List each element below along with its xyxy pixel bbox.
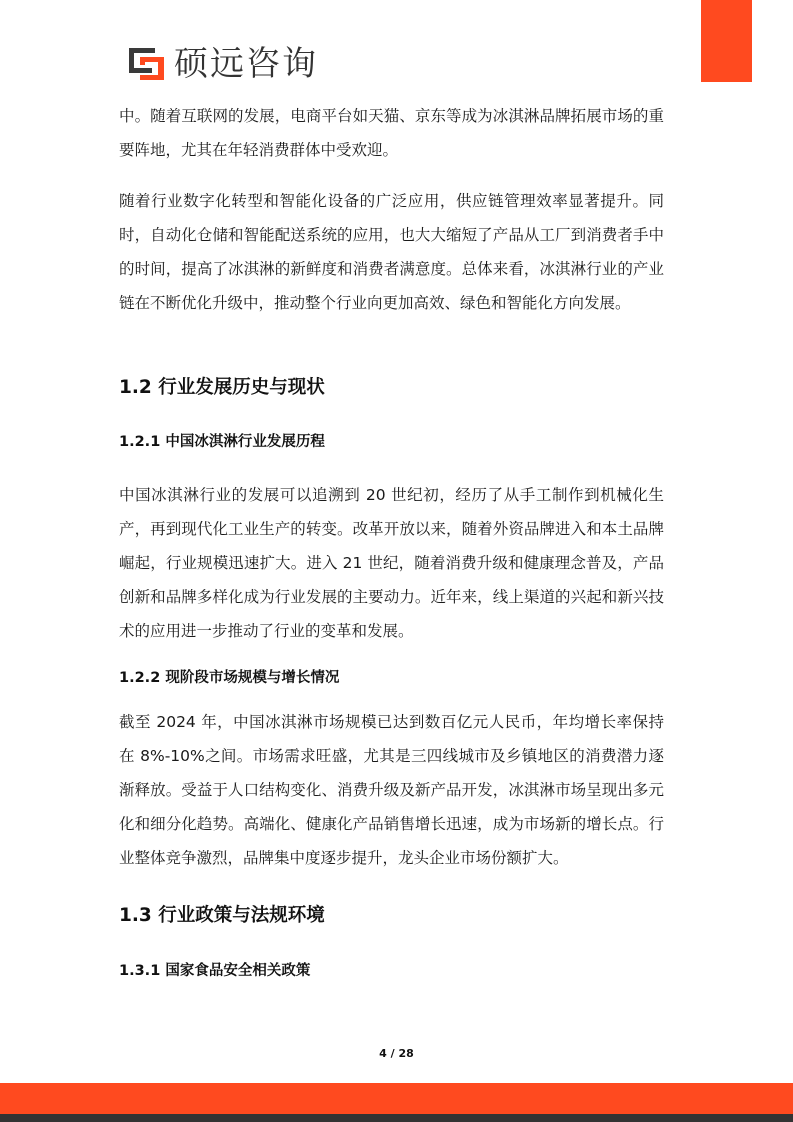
subsection-heading-1-3-1	[119, 960, 664, 982]
footer-dark-band	[0, 1114, 793, 1122]
paragraph-history	[119, 478, 664, 648]
subsection-heading: 1.3.1 国家食品安全相关政策	[119, 963, 311, 979]
section-heading-1-2	[119, 376, 664, 400]
paragraph-digitalization	[119, 184, 664, 320]
subsection-heading-1-2-1	[119, 431, 664, 453]
company-logo	[129, 46, 318, 82]
subsection-heading-1-2-2	[119, 667, 664, 689]
brand-s-mark-icon	[129, 48, 164, 80]
paragraph-ecommerce	[119, 99, 664, 167]
logo-text: 硕远咨询	[174, 44, 318, 84]
paragraph-market-size	[119, 705, 664, 875]
section-heading-1-3	[119, 904, 664, 928]
section-heading: 1.2 行业发展历史与现状	[119, 377, 325, 398]
page-number: 4 / 28	[379, 1047, 414, 1060]
footer-accent-band	[0, 1083, 793, 1114]
corner-accent-tab	[701, 0, 752, 82]
body-paragraph: 随着行业数字化转型和智能化设备的广泛应用，供应链管理效率显著提升。同时，自动化仓储和智能配送系统的应用，也大大缩短了产品从工厂到消费者手中的时间，提高了冰淇淋的新鲜度和消费者满意度。总体来看，冰淇淋行业的产业链在不断优化升级中，推动整个行业向更加高效、绿色和智能化方向发展。	[119, 192, 664, 312]
body-paragraph: 中国冰淇淋行业的发展可以追溯到 20 世纪初，经历了从手工制作到机械化生产，再到现代化工业生产的转变。改革开放以来，随着外资品牌进入和本土品牌崛起，行业规模迅速扩大。进入 21 世纪，随着消费升级和健康理念普及，产品创新和品牌多样化成为行业发展的主要动力。近年来，线上渠道的兴起和新兴技术的应用进一步推动了行业的变革和发展。	[119, 486, 664, 640]
body-paragraph: 中。随着互联网的发展，电商平台如天猫、京东等成为冰淇淋品牌拓展市场的重要阵地，尤其在年轻消费群体中受欢迎。	[119, 107, 664, 159]
body-paragraph: 截至 2024 年，中国冰淇淋市场规模已达到数百亿元人民币，年均增长率保持在 8%-10%之间。市场需求旺盛，尤其是三四线城市及乡镇地区的消费潜力逐渐释放。受益于人口结构变化、消费升级及新产品开发，冰淇淋市场呈现出多元化和细分化趋势。高端化、健康化产品销售增长迅速，成为市场新的增长点。行业整体竞争激烈，品牌集中度逐步提升，龙头企业市场份额扩大。	[119, 713, 664, 867]
subsection-heading: 1.2.2 现阶段市场规模与增长情况	[119, 670, 340, 686]
section-heading: 1.3 行业政策与法规环境	[119, 905, 325, 926]
subsection-heading: 1.2.1 中国冰淇淋行业发展历程	[119, 434, 325, 450]
